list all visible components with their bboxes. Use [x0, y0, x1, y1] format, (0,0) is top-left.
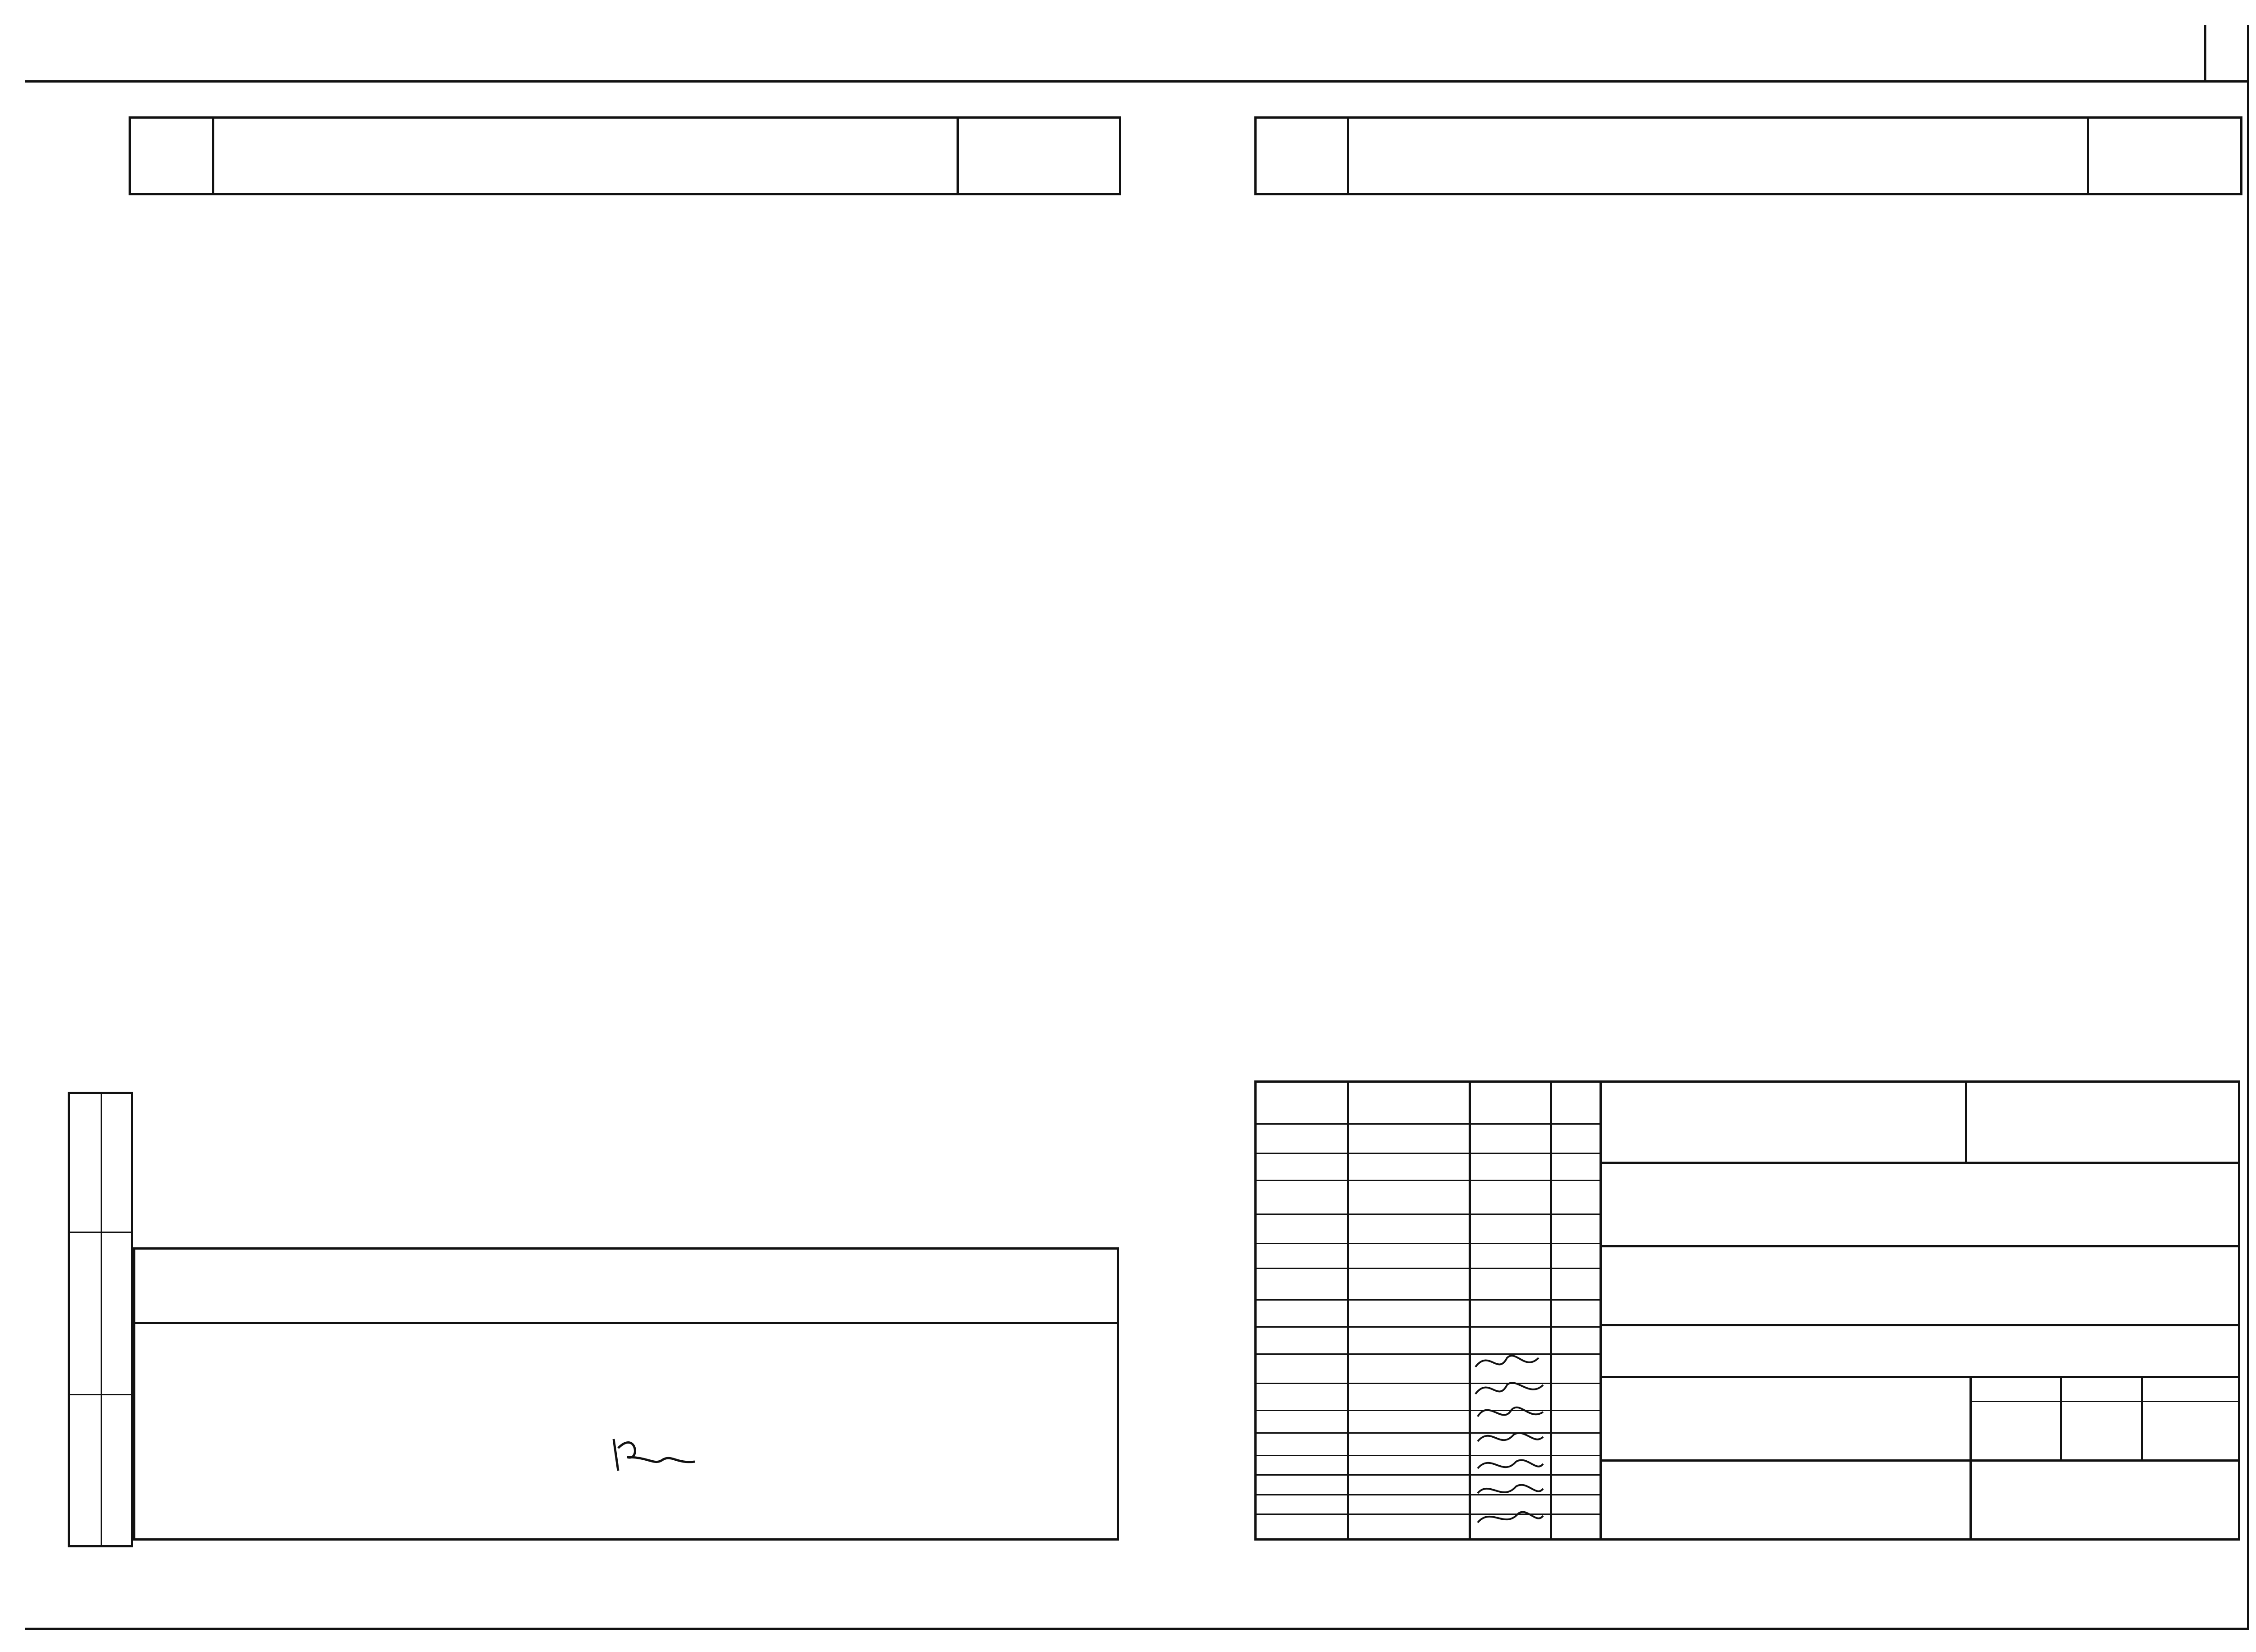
page-number-box [2204, 25, 2247, 80]
left-strip [68, 1092, 133, 1547]
signatures [1471, 1349, 1548, 1538]
stamp-block [1254, 1080, 2240, 1541]
statement-box [133, 1247, 1119, 1541]
right-header-sheet [1256, 118, 1348, 194]
chief-arch-signature [609, 1430, 699, 1480]
left-header-name [213, 118, 958, 194]
bottom-border-line [25, 1628, 2249, 1630]
top-border-line [25, 80, 2249, 83]
right-header-name [1348, 118, 2088, 194]
left-sheet-table [129, 116, 1121, 195]
left-header-note [958, 118, 1120, 194]
right-sheet-table [1254, 116, 2242, 195]
right-border-line [2247, 25, 2249, 1629]
left-header-sheet [130, 118, 213, 194]
right-header-note [2088, 118, 2242, 194]
